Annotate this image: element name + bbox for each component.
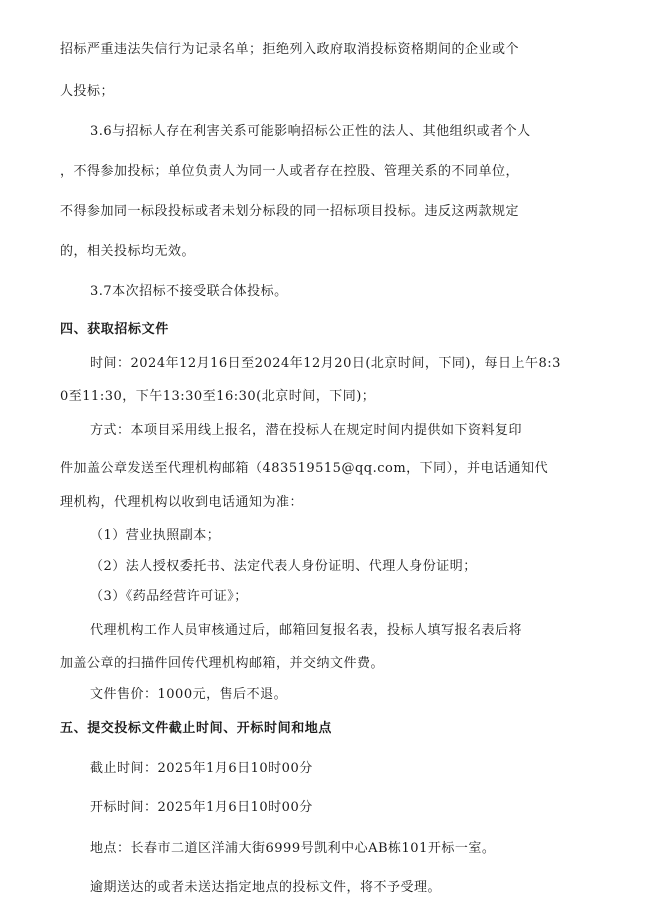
text-line: 逾期送达的或者未送达指定地点的投标文件，将不予受理。	[90, 880, 442, 895]
list-item: （2）法人授权委托书、法定代表人身份证明、代理人身份证明；	[90, 559, 477, 574]
text-line: 3.7本次招标不接受联合体投标。	[90, 284, 288, 299]
section-heading: 五、提交投标文件截止时间、开标时间和地点	[60, 721, 333, 736]
section-heading: 四、获取招标文件	[60, 322, 169, 337]
text-line: 招标严重违法失信行为记录名单；拒绝列入政府取消投标资格期间的企业或个	[60, 42, 520, 57]
text-line: 方式：本项目采用线上报名，潜在投标人在规定时间内提供如下资料复印	[90, 423, 523, 438]
text-line: 理机构，代理机构以收到电话通知为准：	[60, 495, 304, 510]
text-line: 时间：2024年12月16日至2024年12月20日(北京时间，下同)，每日上午8:3	[90, 356, 561, 371]
text-line: 加盖公章的扫描件回传代理机构邮箱，并交纳文件费。	[60, 656, 385, 671]
text-line: 3.6与招标人存在利害关系可能影响招标公正性的法人、其他组织或者个人	[90, 124, 531, 139]
text-line: 件加盖公章发送至代理机构邮箱（483519515@qq.com，下同），并电话通知代	[60, 461, 549, 476]
text-line: 人投标；	[60, 84, 115, 99]
text-line: 0至11:30，下午13:30至16:30(北京时间，下同)；	[60, 389, 376, 404]
text-line: ，不得参加投标；单位负责人为同一人或者存在控股、管理关系的不同单位，	[60, 164, 520, 179]
text-line: 文件售价：1000元，售后不退。	[90, 687, 288, 702]
text-line: 代理机构工作人员审核通过后，邮箱回复报名表，投标人填写报名表后将	[90, 623, 523, 638]
text-line: 截止时间：2025年1月6日10时00分	[90, 761, 313, 776]
list-item: （3）《药品经营许可证》；	[90, 589, 248, 604]
text-line: 地点：长春市二道区洋浦大街6999号凯利中心AB栋101开标一室。	[90, 841, 496, 856]
text-line: 不得参加同一标段投标或者未划分标段的同一招标项目投标。违反这两款规定	[60, 204, 520, 219]
text-line: 的，相关投标均无效。	[60, 244, 196, 259]
text-line: 开标时间：2025年1月6日10时00分	[90, 800, 313, 815]
list-item: （1）营业执照副本；	[90, 528, 221, 543]
